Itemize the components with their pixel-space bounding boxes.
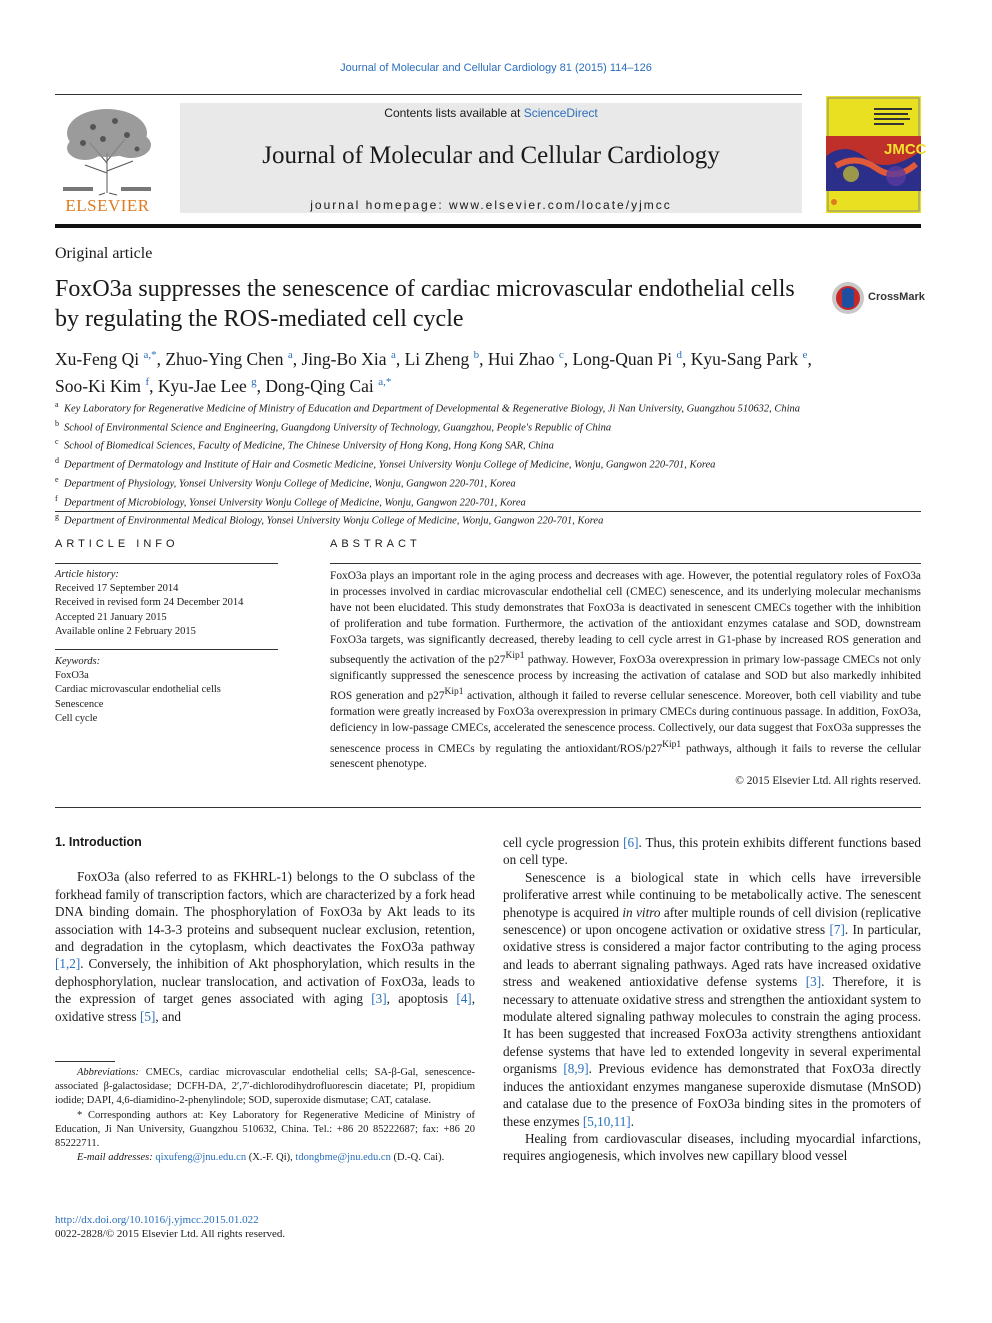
article-title: FoxO3a suppresses the senescence of cardiac microvascular endothelial cells by regulating the ROS-mediated cell cycle — [55, 276, 795, 332]
ref-link[interactable]: [4] — [456, 991, 472, 1007]
author-affiliation-mark[interactable]: c — [558, 349, 564, 361]
abstract-text: FoxO3a plays an important role in the aging process and decreases with age. However, the potential regulatory roles of FoxO3a in processes involved in cardiac microvascular endothelial cell (CMEC) senescence, and its underlying molecular mechanisms have not been elucidated. This study demonstrates that FoxO3a is deactivated in senescent CMECs together with the inhibition of proliferation and tube formation. Furthermore, the activation of the antioxidant enzymes catalase and SOD, downstream FoxO3a targets, was significantly decreased, thereby leading to cell cycle arrest in G1-phase by increased ROS generation and subsequently the activation of the $p27^{Kip1}$ pathway. However, FoxO3a overexpression in primary low-passage CMECs not only significantly suppressed the senescence process by increasing the activation of catalase and SOD but also markedly inhibited ROS generation and $p27^{Kip1}$ activation, although it failed to reverse cellular senescence. Moreover, both cell viability and tube formation were greatly increased by FoxO3a overexpression in primary CMECs during continuous passage. In addition, FoxO3a, deficiency in low-passage CMECs, accelerated the senescence process. Collectively, our data suggest that FoxO3a suppresses the senescence process in CMECs by regulating the antioxidant/$ROS/p27^{Kip1}$ pathways, although it fails to reverse the cellular senescent phenotype. — [330, 570, 921, 771]
keywords — [55, 655, 278, 726]
keyword-item: Cell cycle — [55, 712, 98, 724]
article-type: Original article — [55, 245, 153, 262]
affiliation-item: $^c$ School of Biomedical Sciences, Faculty of Medicine, The Chinese University of Hong Kong, Hong Kong SAR, China — [55, 437, 554, 452]
author-name[interactable]: Li Zheng — [404, 348, 470, 369]
keywords-rule — [55, 649, 278, 650]
author-affiliation-mark[interactable]: g — [251, 375, 257, 388]
author-list: Xu-Feng Qi $^{a,*}$, Zhuo-Ying Chen $^a$, Jing-Bo Xia $^a$, Li Zheng $^b$, Hui Zhao $^c$, Long-Quan Pi $^d$, Kyu-Sang Park $^e$, Soo-Ki Kim $^f$, Kyu-Jae Lee $^g$, Dong-Qing Cai $^{a,*}$ — [55, 348, 812, 396]
journal-cover-image — [826, 96, 927, 213]
history-item: Received in revised form 24 December 2014 — [55, 597, 244, 609]
history-label: Article history: — [55, 569, 119, 580]
author-name[interactable]: Zhuo-Ying Chen — [165, 348, 284, 369]
ref-link[interactable]: [8,9] — [563, 1061, 589, 1077]
cover-label: JMCC — [884, 141, 927, 158]
intro-heading: 1. Introduction — [55, 835, 142, 849]
affiliations — [55, 398, 935, 529]
author-affiliation-mark[interactable]: a,* — [143, 349, 157, 361]
footnotes — [55, 1066, 475, 1165]
sciencedirect-link[interactable]: ScienceDirect — [523, 106, 598, 120]
author-affiliation-mark[interactable]: a,* — [378, 375, 392, 388]
ref-link[interactable]: [3] — [371, 991, 387, 1007]
author-affiliation-mark[interactable]: f — [145, 375, 150, 388]
body-column-right — [503, 834, 921, 1165]
ref-link[interactable]: [1,2] — [55, 956, 81, 972]
ref-link[interactable]: [3] — [805, 974, 822, 990]
author-affiliation-mark[interactable]: a — [287, 349, 293, 361]
corresponding-footnote: * Corresponding authors at: Key Laboratory for Regenerative Medicine of Ministry of Education, Ji Nan University, Guangzhou 510632, China. Tel.: +86 20 85222687; fax: +86 20 85222711. — [55, 1109, 475, 1150]
contents-prefix: Contents lists available at — [384, 106, 524, 120]
keyword-item: Senescence — [55, 698, 104, 710]
abbreviations-footnote: Abbreviations: CMECs, cardiac microvascular endothelial cells; SA-β-Gal, senescence-associated β-galactosidase; DCFH-DA, 2′,7′-dichlorodihydrofluorescin diacetate; PI, propidium iodide; DAPI, 4,6-diamidino-2-phenylindole; SOD, superoxide dismutase; CAT, catalase. — [55, 1067, 475, 1107]
email-footnote: E-mail addresses: qixufeng@jnu.edu.cn (X.-F. Qi), tdongbme@jnu.edu.cn (D.-Q. Cai). — [77, 1152, 445, 1164]
body-column-left — [55, 834, 475, 1025]
abstract-rule — [330, 563, 921, 564]
author-name[interactable]: Hui Zhao — [487, 348, 555, 369]
author-affiliation-mark[interactable]: d — [676, 349, 682, 361]
ref-link[interactable]: [5] — [139, 1008, 156, 1024]
header-rule — [55, 94, 802, 95]
affiliation-item: $^f$ Department of Microbiology, Yonsei University Wonju College of Medicine, Wonju, Gangwon 220-701, Korea — [55, 493, 526, 509]
author-affiliation-mark[interactable]: a — [390, 349, 396, 361]
homepage-url-link[interactable]: www.elsevier.com/locate/yjmcc — [449, 198, 672, 212]
email-link-cai[interactable]: tdongbme@jnu.edu.cn — [295, 1152, 391, 1164]
author-name[interactable]: Kyu-Sang Park — [690, 348, 799, 369]
affiliation-item: $^g$ Department of Environmental Medical Biology, Yonsei University Wonju College of Medicine, Wonju, Gangwon 220-701, Korea — [55, 512, 604, 527]
author-name[interactable]: Soo-Ki Kim — [55, 375, 142, 396]
author-name[interactable]: Long-Quan Pi — [572, 348, 673, 369]
history-item: Available online 2 February 2015 — [55, 625, 196, 637]
article-history — [55, 568, 278, 639]
keywords-label: Keywords: — [55, 656, 101, 667]
ref-link[interactable]: [5,10,11] — [582, 1113, 631, 1129]
keyword-item: Cardiac microvascular endothelial cells — [55, 684, 221, 696]
section-rule — [55, 511, 921, 512]
footnote-rule — [55, 1061, 115, 1062]
crossmark-label: CrossMark — [868, 291, 925, 303]
ref-link[interactable]: [6] — [623, 835, 639, 850]
article-info-heading: ARTICLE INFO — [55, 538, 179, 550]
author-name[interactable]: Xu-Feng Qi — [55, 348, 140, 369]
intro-paragraph-1-cont: cell cycle progression [6]. Thus, this protein exhibits different functions based on cell type. — [503, 835, 921, 868]
homepage-prefix: journal homepage: — [310, 198, 450, 212]
affiliation-item: $^d$ Department of Dermatology and Institute of Hair and Cosmetic Medicine, Yonsei University Wonju College of Medicine, Wonju, Gangwon 220-701, Korea — [55, 456, 716, 471]
ref-link[interactable]: [7] — [829, 922, 845, 938]
history-item: Accepted 21 January 2015 — [55, 611, 167, 623]
intro-paragraph-2: Senescence is a biological state in which cells have irreversible proliferative arrest while continuing to be metabolically active. The senescent phenotype is acquired in vitro after multiple rounds of cell division (replicative senescence) or upon oncogene activation or oxidative stress [7]. In particular, oxidative stress is considered a major factor contributing to the aging process and leads to aberrant signaling pathways. Aged rats have increased oxidative stress and weakened antioxidative defense systems [3]. Therefore, it is necessary to attenuate oxidative stress and strengthen the antioxidant system to modulate altered signaling pathway molecules to constrain the aging process. It has been suggested that increased FoxO3a activity strengthens antioxidant defense systems that have led to extended longevity in several experimental organisms [8,9]. Previous evidence has demonstrated that FoxO3a directly induces the antioxidant enzymes manganese superoxide dismutase (MnSOD) and catalase due to the presence of FoxO3a binding sites in the promoters of these enzymes [5,10,11]. — [503, 869, 921, 1129]
journal-title: Journal of Molecular and Cellular Cardiology — [262, 142, 720, 169]
author-affiliation-mark[interactable]: b — [473, 349, 480, 361]
affiliation-item: $^a$ Key Laboratory for Regenerative Medicine of Ministry of Education and Department of Developmental & Regenerative Biology, Ji Nan University, Guangzhou 510632, China — [55, 400, 801, 415]
header-thick-rule — [55, 224, 921, 228]
body-rule — [55, 807, 921, 808]
journal-homepage — [180, 198, 802, 212]
history-item: Received 17 September 2014 — [55, 583, 179, 595]
intro-paragraph-3: Healing from cardiovascular diseases, including myocardial infarctions, requires angiogenesis, which involves new capillary blood vessel — [503, 1130, 921, 1164]
author-name[interactable]: Jing-Bo Xia — [301, 348, 387, 369]
abstract-heading: ABSTRACT — [330, 538, 421, 550]
intro-paragraph-1: FoxO3a (also referred to as FKHRL-1) belongs to the O subclass of the forkhead family of transcription factors, which are characterized by a fork head DNA binding domain. The phosphorylation of FoxO3a by Akt leads to its association with 14-3-3 proteins and subsequent nuclear exclusion, retention, and degradation in the cytoplasm, which deactivates the FoxO3a pathway [1,2]. Conversely, the inhibition of Akt phosphorylation, which results in the dephosphorylation, nuclear translocation, and activation of FoxO3a, leads to the expression of target genes associated with aging [3], apoptosis [4], oxidative stress [5], and — [55, 869, 475, 1024]
elsevier-wordmark: ELSEVIER — [65, 196, 150, 215]
affiliation-item: $^e$ Department of Physiology, Yonsei University Wonju College of Medicine, Wonju, Gangwon 220-701, Korea — [55, 474, 516, 490]
author-name[interactable]: Dong-Qing Cai — [265, 375, 374, 396]
keyword-item: FoxO3a — [55, 670, 89, 682]
doi-link[interactable]: http://dx.doi.org/10.1016/j.yjmcc.2015.01.022 — [55, 1214, 259, 1226]
article-info-rule — [55, 563, 278, 564]
email-link-qi[interactable]: qixufeng@jnu.edu.cn — [155, 1152, 247, 1164]
issn-copyright: 0022-2828/© 2015 Elsevier Ltd. All rights reserved. — [55, 1228, 286, 1240]
affiliation-item: $^b$ School of Environmental Science and Engineering, Guangdong University of Technology, Guangzhou, People's Republic of China — [55, 418, 612, 434]
journal-citation-link[interactable]: Journal of Molecular and Cellular Cardiology 81 (2015) 114–126 — [340, 62, 652, 74]
contents-line — [180, 106, 802, 120]
abstract-copyright: © 2015 Elsevier Ltd. All rights reserved. — [735, 775, 921, 787]
author-affiliation-mark[interactable]: e — [802, 349, 808, 361]
author-name[interactable]: Kyu-Jae Lee — [157, 375, 247, 396]
